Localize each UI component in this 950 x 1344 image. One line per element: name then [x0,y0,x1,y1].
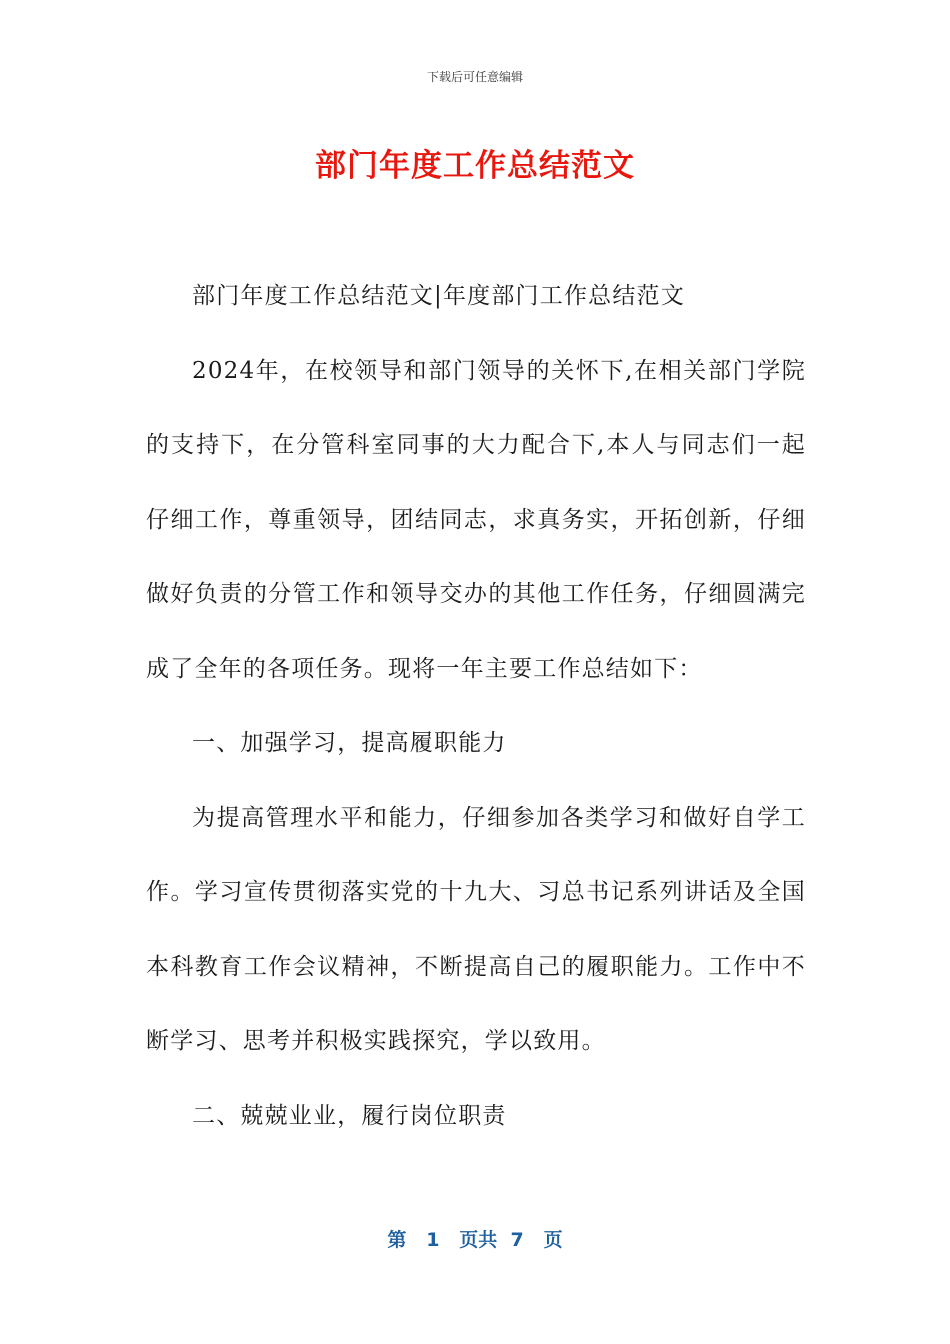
current-page-number: 1 [426,1229,440,1251]
paragraph-intro: 2024年，在校领导和部门领导的关怀下,在相关部门学院的支持下，在分管科室同事的大力配合下,本人与同志们一起仔细工作，尊重领导，团结同志，求真务实，开拓创新，仔细做好负责的分管工作和领导交办的其他工作任务，仔细圆满完成了全年的各项任务。现将一年主要工作总结如下： [146,357,806,682]
paragraph-section-1: 为提高管理水平和能力，仔细参加各类学习和做好自学工作。学习宣传贯彻落实党的十九大、习总书记系列讲话及全国本科教育工作会议精神，不断提高自己的履职能力。工作中不断学习、思考并积极实践探究，学以致用。 [146,804,806,1054]
page-middle: 页共 [459,1229,498,1251]
page-prefix: 第 [387,1229,407,1251]
document-body [146,259,806,1153]
document-title: 部门年度工作总结范文 [315,148,635,184]
section-heading-2: 二、兢兢业业，履行岗位职责 [192,1102,507,1129]
total-pages-number: 7 [510,1229,524,1251]
page-footer [0,1225,950,1252]
paragraph-subtitle: 部门年度工作总结范文|年度部门工作总结范文 [192,283,685,309]
page-suffix: 页 [543,1229,563,1251]
section-heading-1: 一、加强学习，提高履职能力 [192,730,507,756]
header-note: 下载后可任意编辑 [426,70,523,84]
